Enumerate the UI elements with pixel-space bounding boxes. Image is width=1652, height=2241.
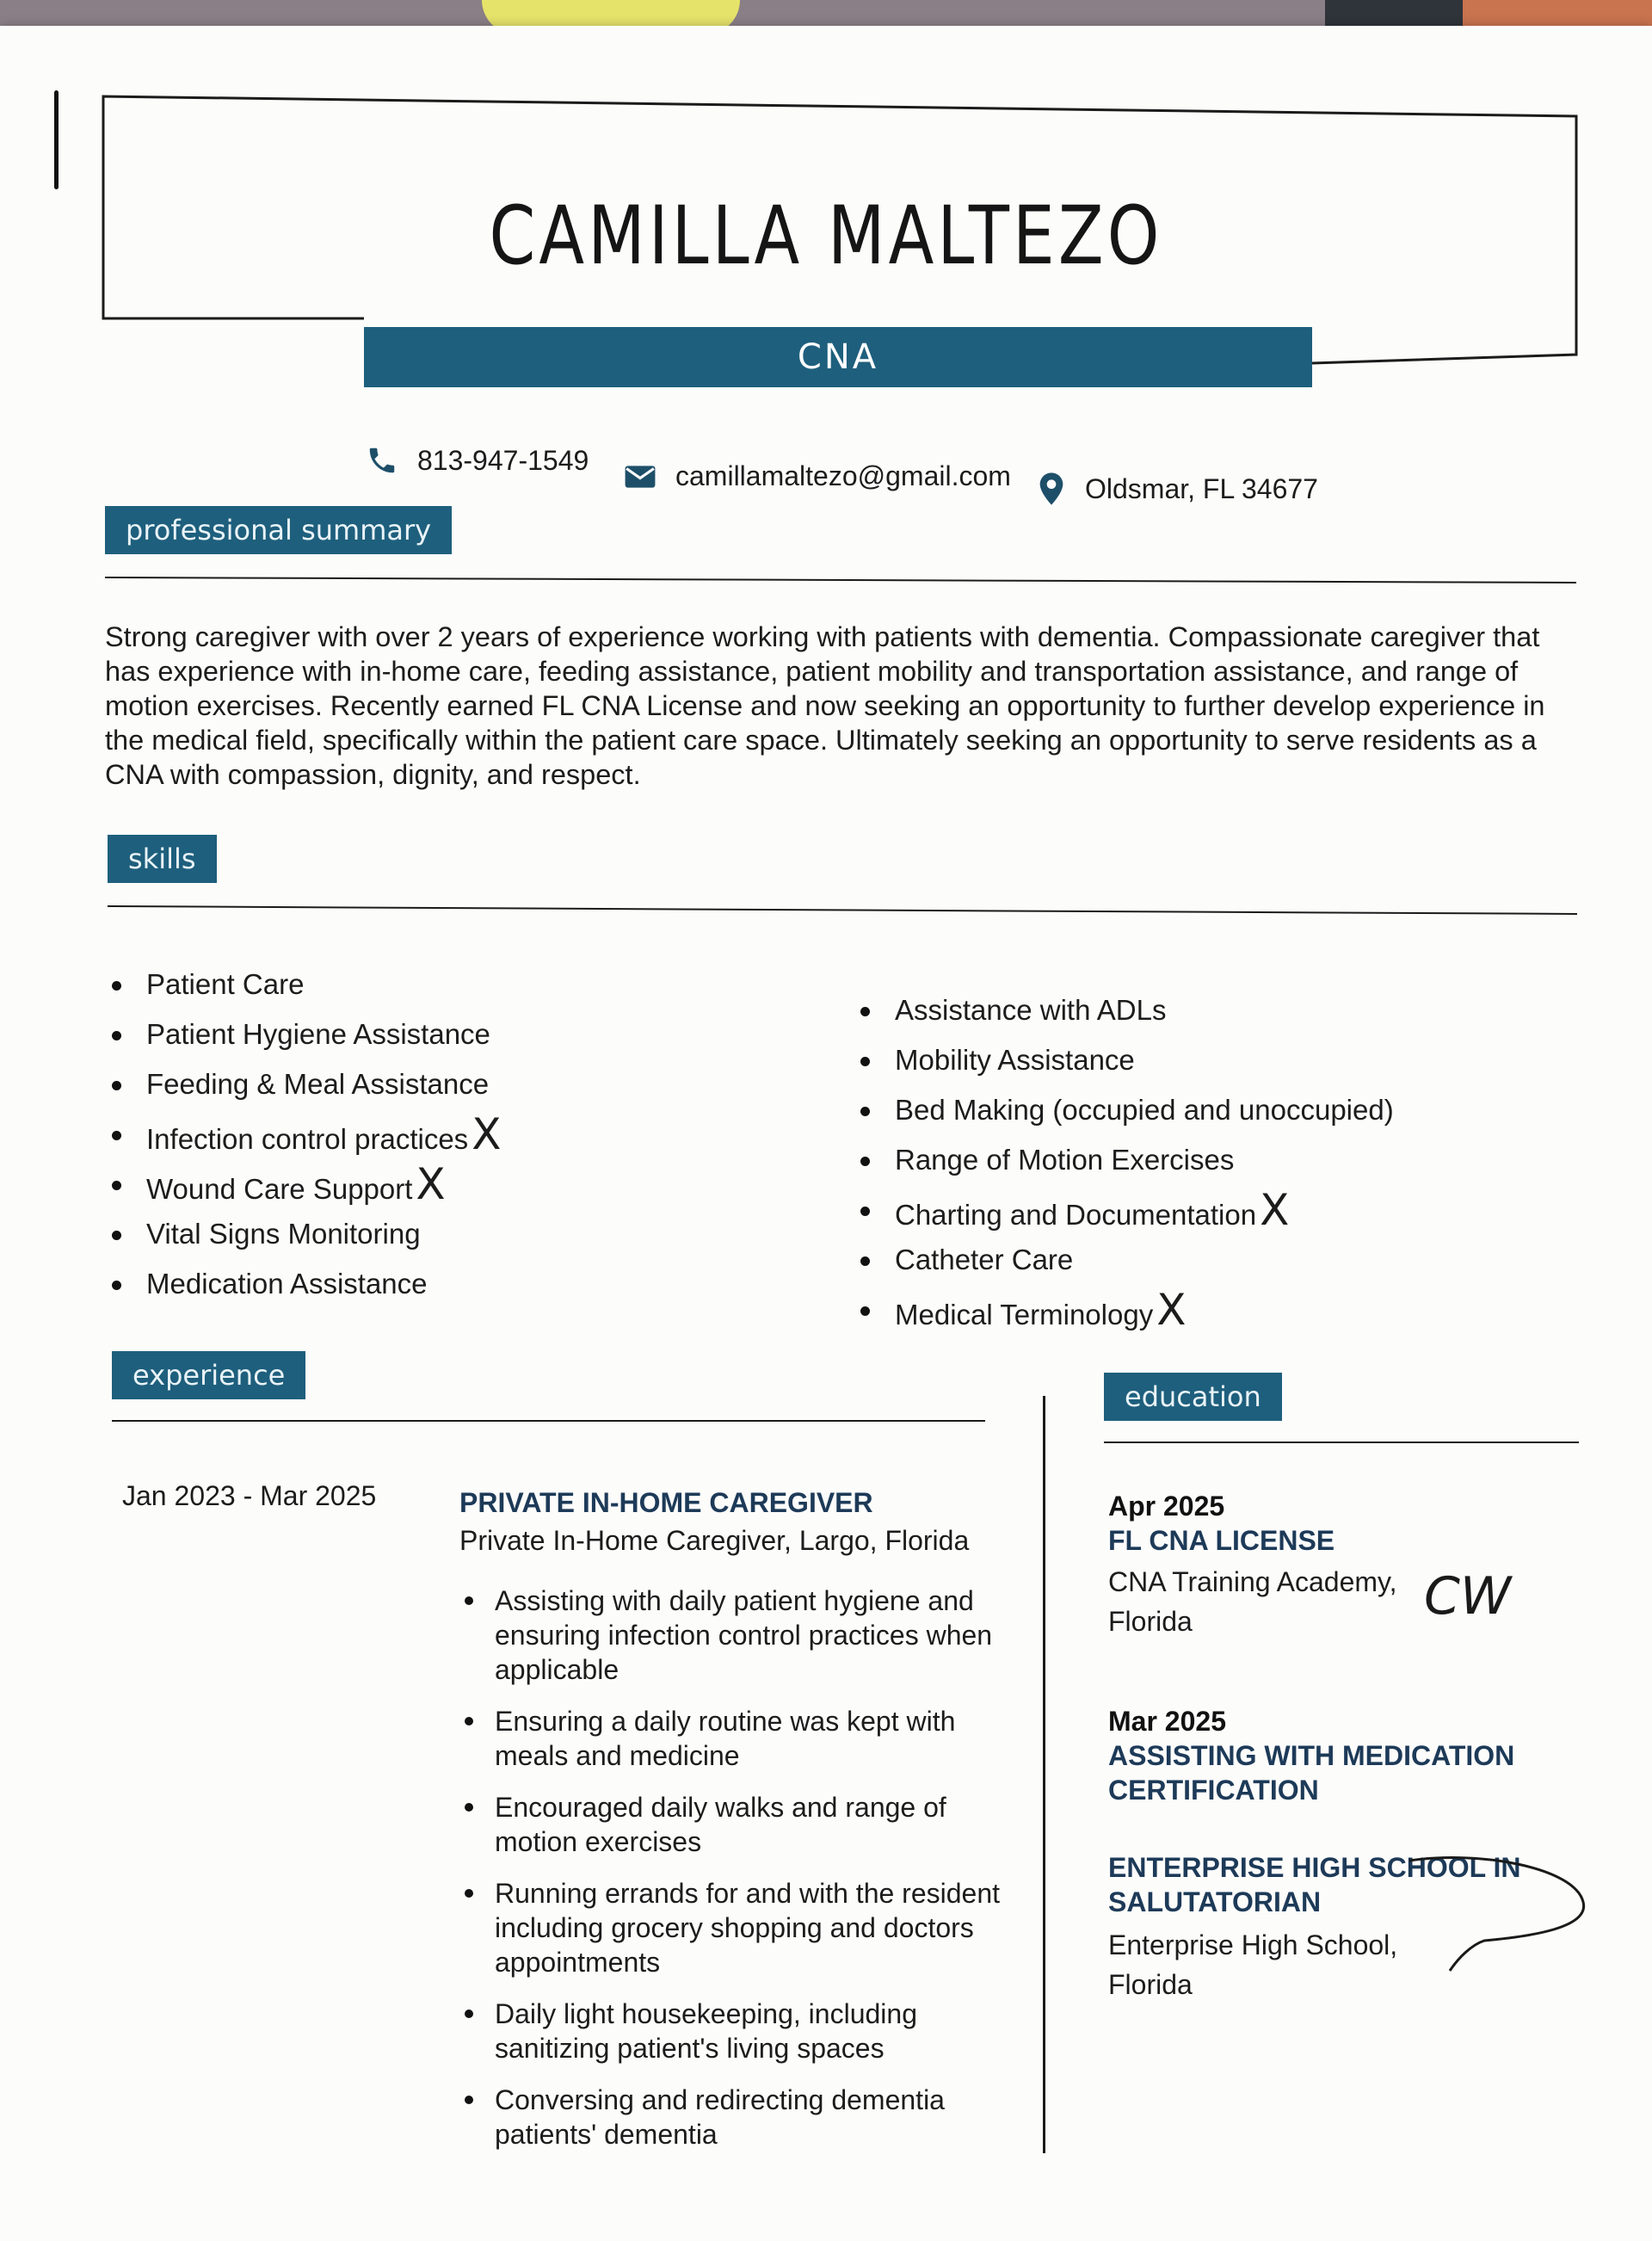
section-rule [112,1420,985,1422]
email-address: camillamaltezo@gmail.com [675,460,1011,491]
job-title-banner: CNA [364,327,1312,387]
list-item: Medical TerminologyX [856,1285,1394,1335]
list-item: Vital Signs Monitoring [108,1209,501,1259]
list-item: Catheter Care [856,1235,1394,1285]
column-divider [1043,1396,1045,2153]
section-rule [1104,1442,1579,1443]
education-entry [1108,1704,1556,1807]
contact-location [1037,472,1318,506]
list-item: Medication Assistance [108,1259,501,1309]
location-pin-icon [1037,472,1066,506]
list-item: Patient Care [108,960,501,1009]
contact-email [624,460,1011,492]
experience-employer: Private In-Home Caregiver, Largo, Florida [459,1525,970,1556]
phone-icon [366,444,398,477]
handwritten-check-mark: X [416,1159,446,1209]
skills-list-right [856,985,1394,1335]
list-item: Running errands for and with the resident including grocery shopping and doctors appointments [456,1876,1007,1979]
education-school: Enterprise High School, [1108,1929,1398,1960]
phone-number: 813-947-1549 [417,444,589,476]
handwritten-check-mark: X [472,1109,502,1159]
education-place: Florida [1108,1606,1193,1637]
education-date: Mar 2025 [1108,1706,1226,1737]
list-item: Conversing and redirecting dementia patients' dementia [456,2083,1007,2151]
location-text: Oldsmar, FL 34677 [1085,472,1318,504]
education-title: FL CNA LICENSE [1108,1525,1335,1556]
skills-list-left [108,960,501,1309]
summary-paragraph: Strong caregiver with over 2 years of experience working with patients with dementia. Compassionate caregiver that has experience with in-home care, feeding assistance, patient mobility and transportation assistance, and range of motion exercises. Recently earned FL CNA License and now seeking an opportunity to further develop experience in the medical field, specifically within the patient care space. Ultimately seeking an opportunity to serve residents as a CNA with compassion, dignity, and respect. [105,621,1545,790]
handwritten-arrow [1402,1850,1600,1979]
handwritten-check-mark: X [1260,1185,1290,1235]
section-heading-summary: professional summary [105,506,452,554]
experience-job-title: PRIVATE IN-HOME CAREGIVER [459,1487,873,1518]
experience-duties [456,1584,1007,2169]
list-item: Range of Motion Exercises [856,1135,1394,1185]
section-rule [105,577,1576,583]
list-item: Mobility Assistance [856,1035,1394,1085]
education-title: ENTERPRISE HIGH SCHOOL IN SALUTATORIAN [1108,1852,1521,1917]
education-date: Apr 2025 [1108,1491,1225,1522]
contact-phone [366,444,589,477]
envelope-icon [624,464,656,490]
resume-page [0,26,1652,2241]
list-item: Ensuring a daily routine was kept with meals and medicine [456,1704,1007,1773]
list-item: Charting and DocumentationX [856,1185,1394,1235]
handwritten-initials: CW [1424,1566,1512,1627]
list-item: Patient Hygiene Assistance [108,1009,501,1059]
education-entry [1108,1489,1590,1639]
list-item: Infection control practicesX [108,1109,501,1159]
section-heading-skills: skills [108,835,217,883]
handwritten-check-mark: X [1156,1285,1187,1335]
list-item: Assistance with ADLs [856,985,1394,1035]
section-heading-education: education [1104,1373,1282,1421]
list-item: Assisting with daily patient hygiene and ensuring infection control practices when applicable [456,1584,1007,1687]
list-item: Daily light housekeeping, including sanitizing patient's living spaces [456,1997,1007,2065]
education-school: CNA Training Academy, [1108,1566,1397,1597]
education-place: Florida [1108,1969,1193,2000]
list-item: Wound Care SupportX [108,1159,501,1209]
list-item: Feeding & Meal Assistance [108,1059,501,1109]
experience-dates: Jan 2023 - Mar 2025 [122,1480,377,1511]
list-item: Bed Making (occupied and unoccupied) [856,1085,1394,1135]
education-title: ASSISTING WITH MEDICATION CERTIFICATION [1108,1740,1515,1806]
section-rule [108,905,1577,915]
list-item: Encouraged daily walks and range of motion exercises [456,1790,1007,1859]
section-heading-experience: experience [112,1351,305,1399]
candidate-name: CAMILLA MALTEZO [489,189,1163,283]
